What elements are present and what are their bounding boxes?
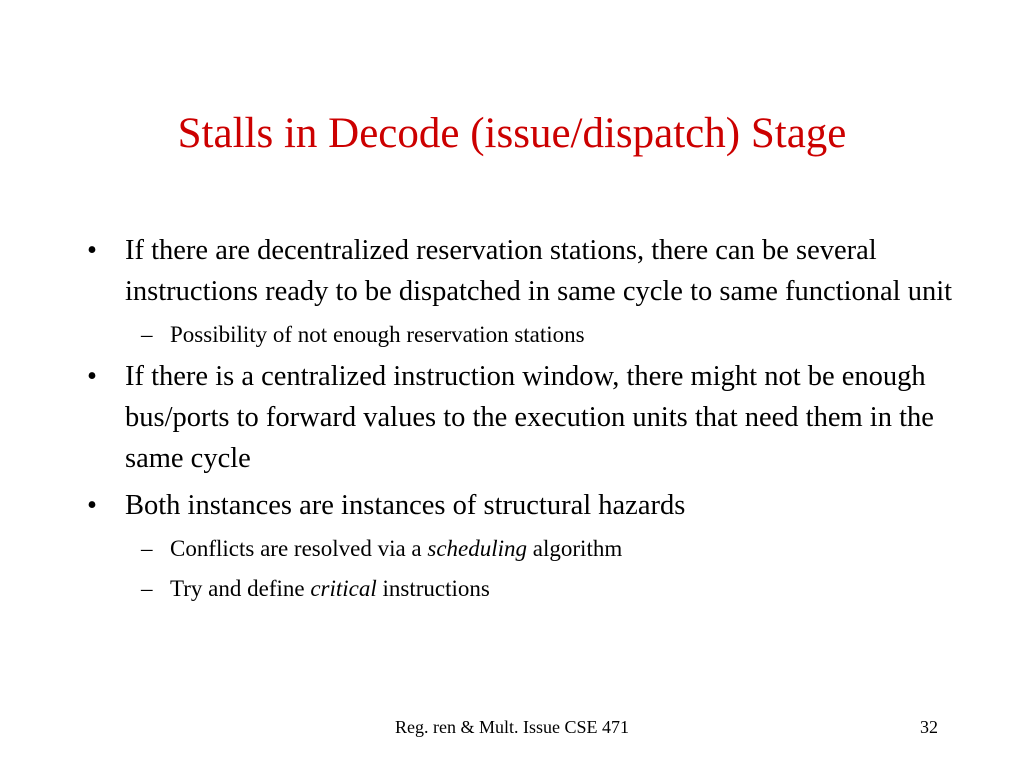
bullet-item-2 — [84, 356, 964, 479]
bullet-icon: • — [87, 361, 97, 392]
sub-bullet-text-pre: Conflicts are resolved via a — [170, 536, 428, 561]
bullet-item-1 — [84, 230, 964, 312]
bullet-icon: • — [87, 490, 97, 521]
sub-bullet-emphasis: critical — [310, 576, 377, 601]
slide-title: Stalls in Decode (issue/dispatch) Stage — [177, 110, 847, 157]
sub-bullet-item-3-1 — [84, 532, 964, 566]
page-number: 32 — [920, 717, 938, 737]
sub-bullet-item-1-1 — [84, 318, 964, 352]
bullet-icon: • — [87, 235, 97, 266]
dash-icon: – — [141, 322, 153, 347]
slide-footer: Reg. ren & Mult. Issue CSE 471 — [395, 717, 629, 737]
bullet-text: Both instances are instances of structural hazards — [125, 490, 686, 521]
bullet-text: If there are decentralized reservation stations, there can be several instructions ready to be dispatched in same cycle to same functional unit — [125, 235, 953, 307]
sub-bullet-text-post: instructions — [376, 576, 490, 601]
sub-bullet-text-post: algorithm — [527, 536, 623, 561]
bullet-item-3 — [84, 485, 964, 526]
dash-icon: – — [141, 536, 153, 561]
bullet-text: If there is a centralized instruction window, there might not be enough bus/ports to forward values to the execution units that need them in the same cycle — [125, 361, 934, 474]
sub-bullet-text: Possibility of not enough reservation stations — [170, 322, 585, 347]
sub-bullet-item-3-2 — [84, 572, 964, 606]
slide-body — [84, 230, 964, 612]
dash-icon: – — [141, 576, 153, 601]
sub-bullet-text-pre: Try and define — [170, 576, 311, 601]
sub-bullet-emphasis: scheduling — [427, 536, 528, 561]
